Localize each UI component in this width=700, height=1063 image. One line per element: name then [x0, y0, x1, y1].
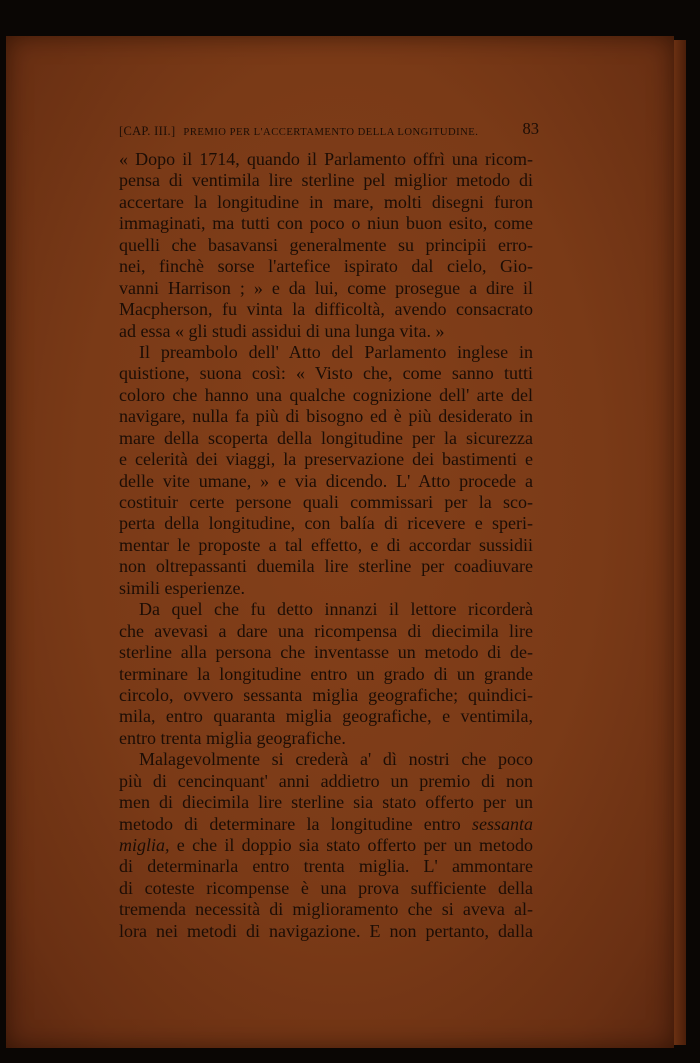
text-line: vanni Harrison ; » e da lui, come prosegue a dire il — [119, 277, 533, 298]
text-line: Da quel che fu detto innanzi il lettore ricorderà — [139, 599, 533, 620]
chapter-label: [CAP. III.] — [119, 124, 176, 138]
text-line: men di diecimila lire sterline sia stato offerto per un — [119, 792, 533, 813]
text-line: terminare la longitudine entro un grado di un grande — [119, 663, 533, 684]
text-line: di coteste ricompense è una prova sufficiente della — [119, 877, 533, 898]
page-number: 83 — [522, 119, 539, 138]
text-line: Malagevolmente si crederà a' dì nostri che poco — [139, 749, 533, 770]
text-line: nei, finchè sorse l'artefice ispirato dal cielo, Gio- — [119, 256, 533, 277]
text-line: che avevasi a dare una ricompensa di diecimila lire — [119, 620, 533, 641]
running-title: PREMIO PER L'ACCERTAMENTO DELLA LONGITUDINE. — [183, 127, 479, 138]
text-line: ad essa « gli studi assidui di una lunga vita. » — [119, 320, 445, 341]
text-line: sterline alla persona che inventasse un metodo di de- — [119, 642, 533, 663]
text-line: di determinarla entro trenta miglia. L' ammontare — [119, 856, 533, 877]
running-header — [119, 119, 539, 142]
text-line: delle vite umane, » e via dicendo. L' Atto procede a — [119, 470, 533, 491]
text-line: quistione, suona così: « Visto che, come sanno tutti — [119, 363, 533, 384]
page-edge — [674, 40, 686, 1045]
text-line: miglia, e che il doppio sia stato offerto per un metodo — [119, 835, 533, 855]
text-line: circolo, ovvero sessanta miglia geografiche; quindici- — [119, 684, 533, 705]
text-line: Il preambolo dell' Atto del Parlamento inglese in — [139, 341, 533, 362]
text-line: accertare la longitudine in mare, molti disegni furon — [119, 191, 533, 212]
text-line: costituir certe persone quali commissari per la sco- — [119, 492, 533, 512]
text-line: tremenda necessità di miglioramento che si aveva al- — [119, 899, 533, 920]
text-line: simili esperienze. — [119, 577, 245, 598]
text-line: non oltrepassanti duemila lire sterline per coadiuvare — [119, 556, 533, 577]
text-line: lora nei metodi di navigazione. E non pertanto, dalla — [119, 920, 533, 941]
text-line: quelli che basavansi generalmente su principii erro- — [119, 234, 533, 255]
text-line: più di cencinquant' anni addietro un premio di non — [119, 770, 533, 791]
text-line: entro trenta miglia geografiche. — [119, 727, 346, 748]
text-line: immaginati, ma tutti con poco o niun buon esito, come — [119, 213, 533, 234]
text-line: « Dopo il 1714, quando il Parlamento offrì una ricom- — [119, 149, 533, 169]
text-line: mila, entro quaranta miglia geografiche, e ventimila, — [119, 706, 533, 727]
text-line: Macpherson, fu vinta la difficoltà, avendo consacrato — [119, 299, 533, 320]
text-line: pensa di ventimila lire sterline pel miglior metodo di — [119, 170, 533, 191]
text-line: metodo di determinare la longitudine entro sessanta — [119, 813, 533, 834]
text-line: mare della scoperta della longitudine per la sicurezza — [119, 427, 533, 448]
text-line: perta della longitudine, con balía di ricevere e speri- — [119, 513, 533, 534]
text-line: e celerità dei viaggi, la preservazione dei bastimenti e — [119, 449, 533, 470]
text-line: navigare, nulla fa più di bisogno ed è più desiderato in — [119, 406, 533, 427]
text-line: mentar le proposte a tal effetto, e di accordar sussidii — [119, 534, 533, 555]
body-text — [119, 149, 533, 942]
text-line: coloro che hanno una qualche cognizione dell' arte del — [119, 384, 533, 405]
